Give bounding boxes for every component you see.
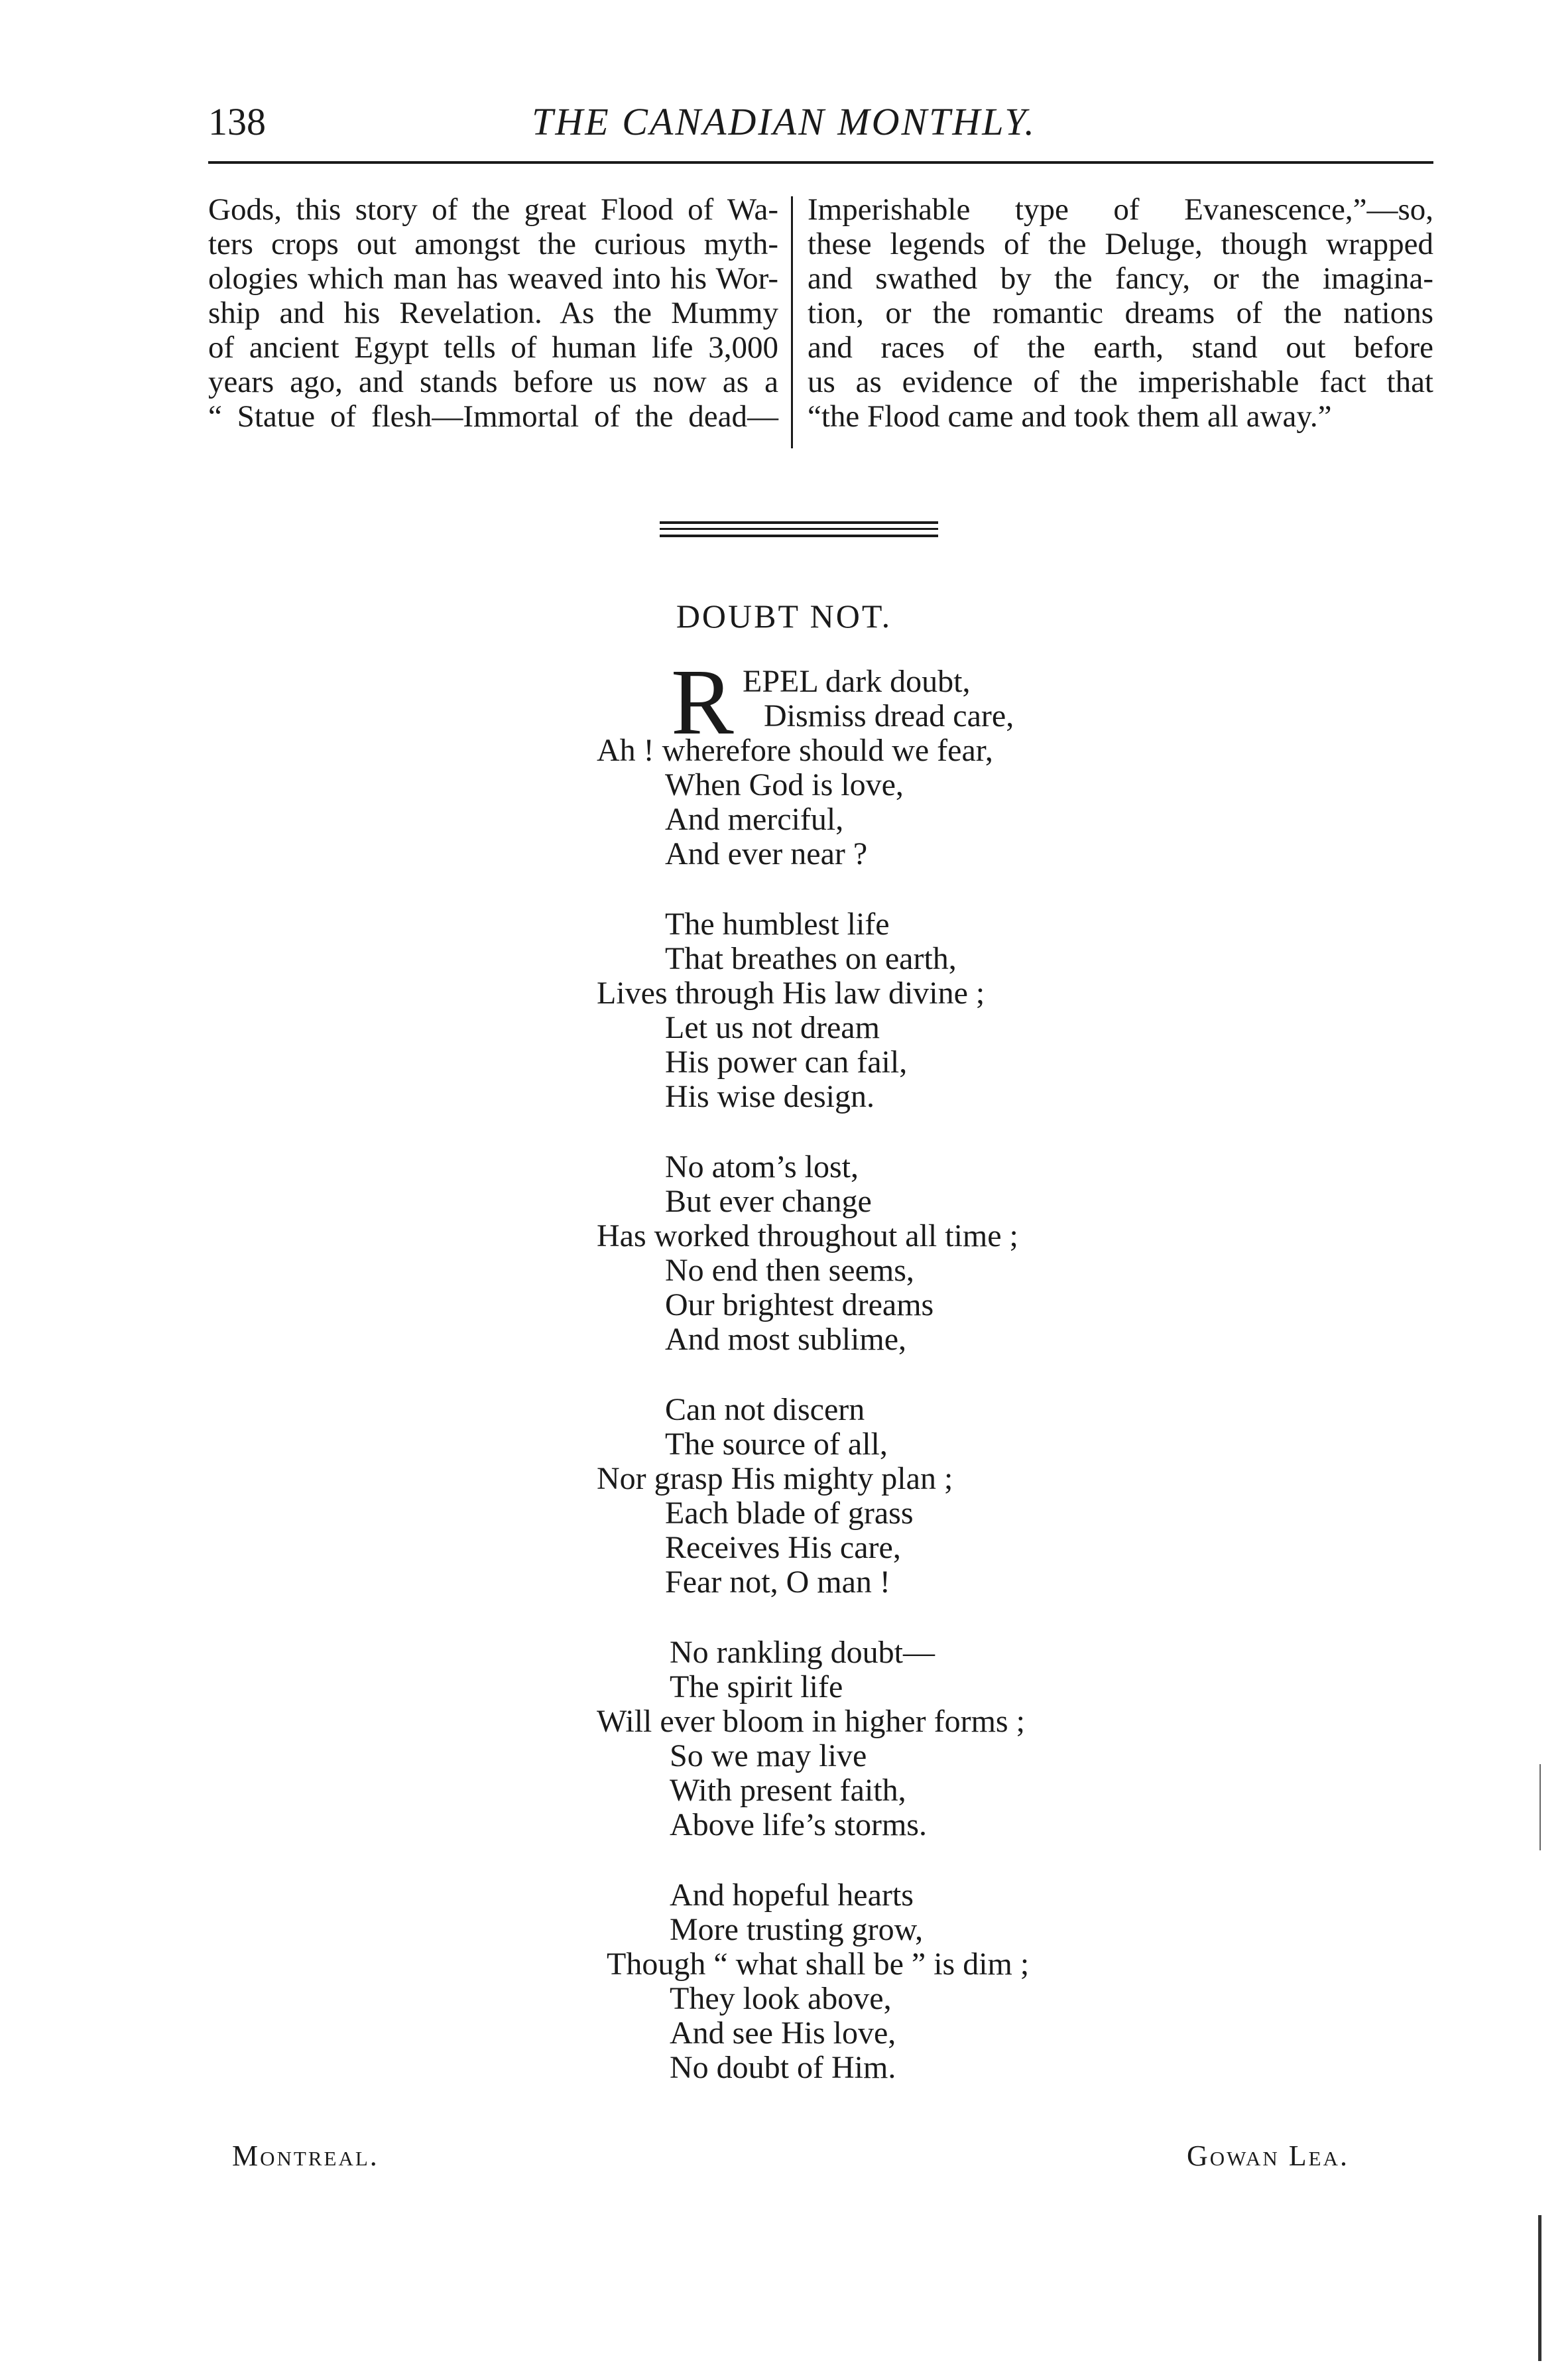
poem-line: And see His love, <box>670 2015 896 2051</box>
poem-line: The spirit life <box>670 1669 843 1704</box>
text-line: and swathed by the fancy, or the imagina- <box>808 261 1433 296</box>
poem-line: No atom’s lost, <box>665 1149 859 1184</box>
poem-line: Will ever bloom in higher forms ; <box>597 1704 1025 1739</box>
running-title: THE CANADIAN MONTHLY. <box>532 100 1036 143</box>
poem-line: Dismiss dread care, <box>764 698 1014 734</box>
poem-line: The humblest life <box>665 907 890 942</box>
poem-line: No rankling doubt— <box>670 1635 935 1670</box>
poem-author: Gowan Lea. <box>1187 2140 1349 2172</box>
poem-line: Receives His care, <box>665 1530 901 1565</box>
poem-line: His wise design. <box>665 1079 874 1114</box>
poem-line: They look above, <box>670 1981 892 2016</box>
poem-line: Our brightest dreams <box>665 1287 934 1322</box>
poem-line: Above life’s storms. <box>670 1807 927 1842</box>
scan-mark <box>1538 2215 1541 2361</box>
page-number: 138 <box>208 100 266 143</box>
poem-line: And merciful, <box>665 802 844 837</box>
poem-line: And hopeful hearts <box>670 1878 914 1913</box>
poem-line: The source of all, <box>665 1427 888 1462</box>
text-line: tion, or the romantic dreams of the nations <box>808 296 1433 330</box>
poem-line: Ah ! wherefore should we fear, <box>597 733 993 768</box>
poem-line: Nor grasp His mighty plan ; <box>597 1461 953 1496</box>
text-line: of ancient Egypt tells of human life 3,000 <box>208 330 778 365</box>
poem-line: When God is love, <box>665 767 904 802</box>
text-line: “ Statue of flesh—Immortal of the dead— <box>208 399 778 434</box>
poem-line: No end then seems, <box>665 1253 914 1288</box>
poem-line: Can not discern <box>665 1392 865 1427</box>
text-line: “the Flood came and took them all away.” <box>808 399 1332 434</box>
text-line: and races of the earth, stand out before <box>808 330 1433 365</box>
text-line: years ago, and stands before us now as a <box>208 365 778 399</box>
poem-place: Montreal. <box>232 2140 379 2172</box>
text-line: us as evidence of the imperishable fact that <box>808 365 1433 399</box>
poem-line: Fear not, O man ! <box>665 1565 890 1600</box>
text-line: ologies which man has weaved into his Wor- <box>208 261 778 296</box>
text-line: Imperishable type of Evanescence,”—so, <box>808 192 1433 227</box>
poem-line: More trusting grow, <box>670 1912 924 1947</box>
text-line: ship and his Revelation. As the Mummy <box>208 296 778 330</box>
poem-line: Each blade of grass <box>665 1496 914 1531</box>
text-line: Gods, this story of the great Flood of Wa- <box>208 192 778 227</box>
poem-line: Though “ what shall be ” is dim ; <box>607 1947 1030 1982</box>
poem-line: And most sublime, <box>665 1322 907 1357</box>
poem-line: EPEL dark doubt, <box>743 664 971 699</box>
text-line: these legends of the Deluge, though wrapped <box>808 227 1433 261</box>
poem-line: No doubt of Him. <box>670 2050 896 2085</box>
drop-cap: R <box>671 649 734 754</box>
poem-line: So we may live <box>670 1738 867 1773</box>
poem-title: DOUBT NOT. <box>676 598 892 635</box>
poem-line: Lives through His law divine ; <box>597 976 985 1011</box>
text-line: ters crops out amongst the curious myth- <box>208 227 778 261</box>
scan-mark <box>1539 1764 1541 1850</box>
poem-line: His power can fail, <box>665 1045 908 1080</box>
poem-line: Has worked throughout all time ; <box>597 1218 1018 1253</box>
poem-line: Let us not dream <box>665 1010 880 1045</box>
poem-line: But ever change <box>665 1184 872 1219</box>
poem-line: With present faith, <box>670 1773 906 1808</box>
poem-line: And ever near ? <box>665 836 868 871</box>
poem-line: That breathes on earth, <box>665 941 957 976</box>
